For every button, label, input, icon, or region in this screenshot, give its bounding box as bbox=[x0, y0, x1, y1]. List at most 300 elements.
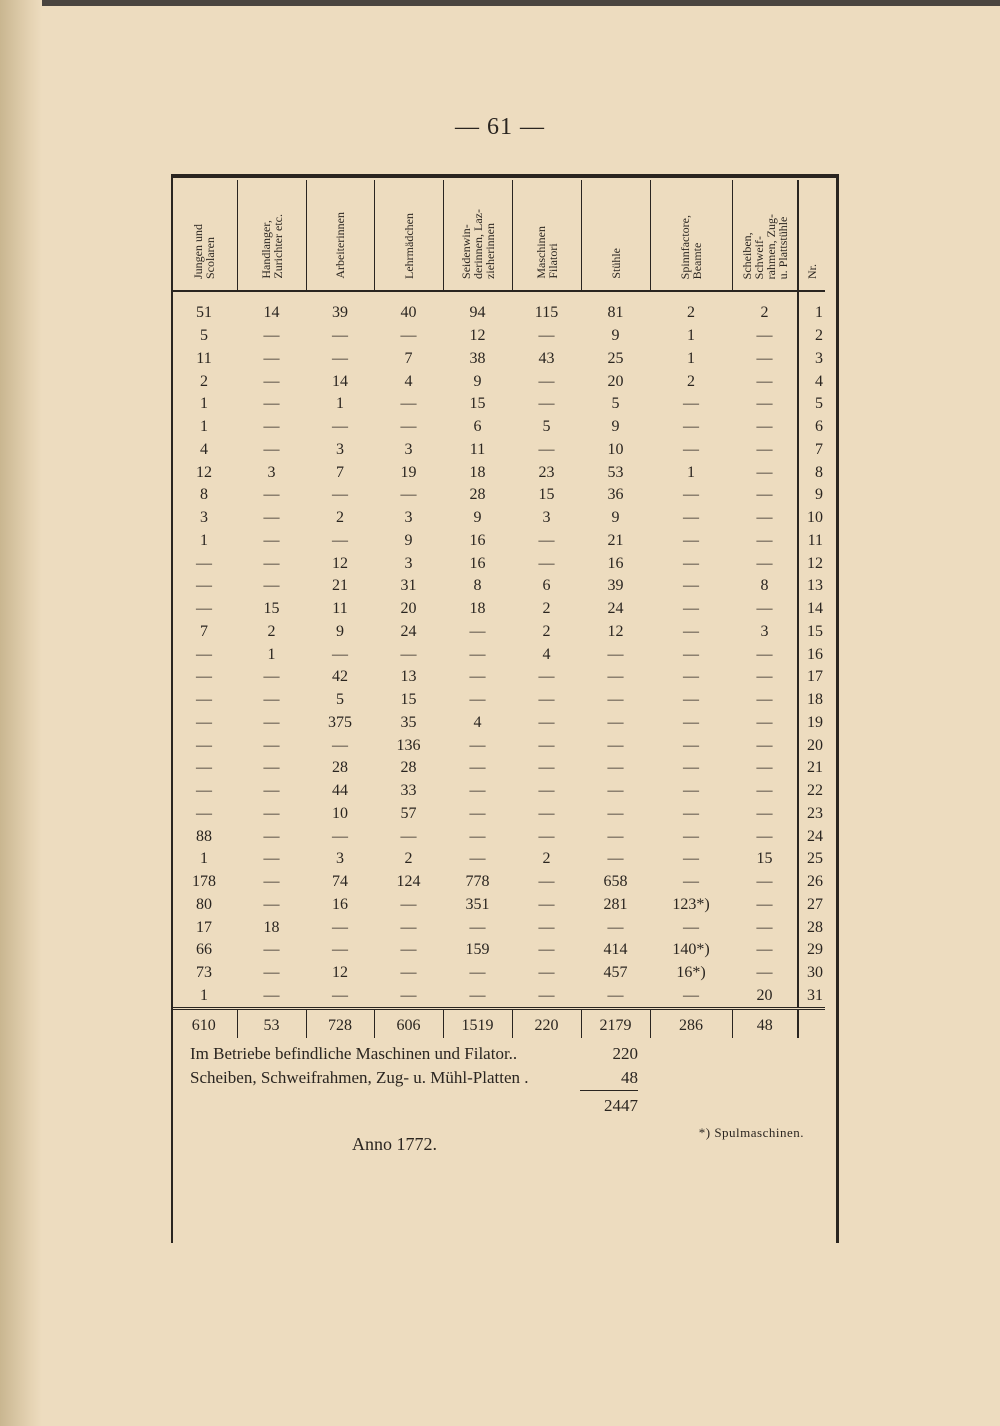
table-cell: — bbox=[469, 782, 486, 800]
table-cell: 10 bbox=[332, 804, 348, 822]
table-cell: 4 bbox=[473, 713, 482, 731]
table-cell: — bbox=[400, 895, 417, 913]
table-cell: 3 bbox=[200, 509, 208, 527]
table-cell: — bbox=[538, 941, 555, 959]
table-cell: — bbox=[332, 736, 348, 754]
column-header-label: Spinnfactore, Beamte bbox=[678, 214, 704, 279]
table-cell: — bbox=[263, 895, 280, 913]
table-cell: 18 bbox=[469, 463, 486, 481]
column-header-label: Arbeiterinnen bbox=[333, 212, 347, 279]
table-cell: 31 bbox=[400, 577, 417, 595]
table-cell: — bbox=[607, 804, 624, 822]
table-cell: — bbox=[607, 986, 624, 1004]
column-header bbox=[237, 180, 306, 291]
row-number-cell: 16 bbox=[798, 643, 825, 666]
table-cell: — bbox=[469, 759, 486, 777]
table-cell: — bbox=[469, 918, 486, 936]
table-row bbox=[171, 439, 825, 462]
table-cell: 25 bbox=[607, 349, 624, 367]
table-cell: 4 bbox=[542, 645, 551, 663]
table-cell: — bbox=[263, 986, 280, 1004]
table-cell: — bbox=[756, 736, 773, 754]
table-cell: 4 bbox=[404, 372, 413, 390]
table-row bbox=[171, 734, 825, 757]
table-cell: — bbox=[683, 827, 699, 845]
table-cell: — bbox=[756, 645, 773, 663]
table-cell: — bbox=[538, 691, 555, 709]
table-row bbox=[171, 780, 825, 803]
table-cell: — bbox=[263, 736, 280, 754]
column-header bbox=[374, 180, 443, 291]
table-cell: — bbox=[196, 691, 212, 709]
table-cell: — bbox=[756, 531, 773, 549]
table-cell: — bbox=[756, 713, 773, 731]
table-cell: — bbox=[683, 713, 699, 731]
table-cell: — bbox=[756, 873, 773, 891]
table-cell: — bbox=[400, 827, 417, 845]
table-cell: — bbox=[683, 531, 699, 549]
table-cell: 140*) bbox=[672, 941, 710, 959]
total-cell: 220 bbox=[512, 1009, 581, 1039]
row-number-cell: 22 bbox=[798, 780, 825, 803]
table-cell: — bbox=[538, 873, 555, 891]
table-cell: — bbox=[756, 600, 773, 618]
table-cell: 8 bbox=[473, 577, 482, 595]
row-number-cell: 29 bbox=[798, 939, 825, 962]
table-cell: — bbox=[756, 327, 773, 345]
row-number-cell: 30 bbox=[798, 962, 825, 985]
table-cell: 351 bbox=[465, 895, 490, 913]
table-cell: 11 bbox=[469, 440, 486, 458]
table-cell: 66 bbox=[196, 941, 212, 959]
table-cell: 2 bbox=[267, 622, 276, 640]
column-header bbox=[512, 180, 581, 291]
table-cell: — bbox=[196, 645, 212, 663]
table-cell: — bbox=[332, 418, 348, 436]
table-cell: 39 bbox=[332, 304, 348, 322]
page-number: — 61 — bbox=[455, 114, 545, 140]
row-number-cell: 9 bbox=[798, 484, 825, 507]
table-cell: 9 bbox=[336, 622, 344, 640]
table-cell: 12 bbox=[469, 327, 486, 345]
column-header-label: Stühle bbox=[608, 248, 623, 279]
row-number-cell: 14 bbox=[798, 598, 825, 621]
table-cell: 115 bbox=[534, 304, 559, 322]
table-cell: — bbox=[756, 759, 773, 777]
table-cell: 2 bbox=[687, 372, 695, 390]
table-cell: 1 bbox=[267, 645, 276, 663]
table-cell: — bbox=[683, 509, 699, 527]
table-cell: — bbox=[538, 804, 555, 822]
table-cell: 3 bbox=[404, 509, 413, 527]
table-cell: — bbox=[538, 986, 555, 1004]
table-row bbox=[171, 712, 825, 735]
table-row bbox=[171, 507, 825, 530]
table-cell: — bbox=[263, 804, 280, 822]
table-cell: — bbox=[196, 668, 212, 686]
table-cell: — bbox=[538, 440, 555, 458]
table-cell: — bbox=[196, 713, 212, 731]
table-cell: 57 bbox=[400, 804, 417, 822]
table-cell: 20 bbox=[607, 372, 624, 390]
table-cell: — bbox=[683, 577, 699, 595]
table-cell: 24 bbox=[400, 622, 417, 640]
table-cell: 1 bbox=[200, 850, 208, 868]
table-cell: — bbox=[538, 895, 555, 913]
table-cell: — bbox=[332, 986, 348, 1004]
row-number-cell: 6 bbox=[798, 416, 825, 439]
table-cell: 16 bbox=[332, 895, 348, 913]
row-number-cell: 5 bbox=[798, 393, 825, 416]
table-row bbox=[171, 461, 825, 484]
table-row bbox=[171, 939, 825, 962]
table-row bbox=[171, 416, 825, 439]
table-cell: 2 bbox=[404, 850, 413, 868]
table-cell: — bbox=[263, 827, 280, 845]
table-cell: — bbox=[263, 964, 280, 982]
table-cell: — bbox=[538, 668, 555, 686]
table-cell: 94 bbox=[469, 304, 486, 322]
table-cell: 23 bbox=[538, 463, 555, 481]
table-cell: — bbox=[469, 964, 486, 982]
table-cell: 1 bbox=[687, 327, 695, 345]
row-number-cell: 2 bbox=[798, 325, 825, 348]
anno-year: Anno 1772. bbox=[352, 1134, 437, 1154]
table-cell: — bbox=[332, 531, 348, 549]
table-cell: 15 bbox=[756, 850, 773, 868]
table-cell: 80 bbox=[196, 895, 212, 913]
table-cell: — bbox=[756, 418, 773, 436]
table-cell: 40 bbox=[400, 304, 417, 322]
total-cell: 48 bbox=[732, 1009, 798, 1039]
table-row bbox=[171, 370, 825, 393]
table-cell: — bbox=[400, 327, 417, 345]
page-top-edge bbox=[0, 0, 1000, 6]
table-cell: 16*) bbox=[676, 964, 706, 982]
table-cell: — bbox=[756, 964, 773, 982]
table-cell: 9 bbox=[404, 531, 413, 549]
table-cell: — bbox=[263, 941, 280, 959]
total-cell: 2179 bbox=[581, 1009, 650, 1039]
table-cell: 11 bbox=[196, 349, 212, 367]
table-cell: — bbox=[332, 349, 348, 367]
table-cell: 9 bbox=[611, 327, 620, 345]
table-cell: — bbox=[538, 327, 555, 345]
column-header bbox=[443, 180, 512, 291]
table-row bbox=[171, 598, 825, 621]
table-cell: 1 bbox=[200, 531, 208, 549]
table-cell: — bbox=[263, 873, 280, 891]
table-cell: — bbox=[538, 554, 555, 572]
table-cell: — bbox=[683, 873, 699, 891]
table-cell: — bbox=[683, 668, 699, 686]
table-cell: 159 bbox=[465, 941, 490, 959]
table-row bbox=[171, 575, 825, 598]
table-cell: 414 bbox=[603, 941, 628, 959]
totals-row bbox=[171, 1009, 825, 1039]
table-cell: — bbox=[607, 918, 624, 936]
table-cell: — bbox=[756, 395, 773, 413]
table-cell: 21 bbox=[607, 531, 624, 549]
table-row bbox=[171, 484, 825, 507]
row-number-cell: 15 bbox=[798, 621, 825, 644]
table-cell: 11 bbox=[332, 600, 348, 618]
table-row bbox=[171, 530, 825, 553]
table-cell: — bbox=[196, 782, 212, 800]
table-cell: 457 bbox=[603, 964, 628, 982]
table-cell: — bbox=[607, 759, 624, 777]
row-number-cell: 25 bbox=[798, 848, 825, 871]
table-cell: 1 bbox=[687, 349, 695, 367]
table-row bbox=[171, 643, 825, 666]
table-cell: 20 bbox=[400, 600, 417, 618]
statistics-table bbox=[171, 180, 825, 1038]
table-cell: — bbox=[400, 986, 417, 1004]
column-header bbox=[306, 180, 374, 291]
row-number-cell: 1 bbox=[798, 291, 825, 325]
table-cell: — bbox=[756, 918, 773, 936]
table-row bbox=[171, 803, 825, 826]
table-cell: 3 bbox=[267, 463, 276, 481]
table-cell: 2 bbox=[542, 850, 551, 868]
table-cell: 9 bbox=[473, 372, 482, 390]
table-row bbox=[171, 985, 825, 1009]
row-number-cell: 10 bbox=[798, 507, 825, 530]
table-cell: 6 bbox=[473, 418, 482, 436]
table-cell: — bbox=[263, 418, 280, 436]
table-cell: — bbox=[469, 986, 486, 1004]
table-cell: 24 bbox=[607, 600, 624, 618]
table-cell: — bbox=[400, 964, 417, 982]
table-row bbox=[171, 348, 825, 371]
table-cell: — bbox=[538, 827, 555, 845]
row-number-cell: 26 bbox=[798, 871, 825, 894]
table-cell: — bbox=[196, 759, 212, 777]
table-cell: — bbox=[683, 804, 699, 822]
table-cell: 2 bbox=[760, 304, 769, 322]
summary-label-discs: Scheiben, Schweifrahmen, Zug- u. Mühl-Platten . bbox=[190, 1068, 529, 1087]
table-cell: — bbox=[607, 736, 624, 754]
table-cell: 5 bbox=[336, 691, 344, 709]
summary-value-discs: 48 bbox=[621, 1068, 638, 1087]
table-cell: — bbox=[400, 645, 417, 663]
table-cell: — bbox=[332, 486, 348, 504]
header-row bbox=[171, 180, 825, 291]
table-cell: 7 bbox=[200, 622, 208, 640]
table-cell: 3 bbox=[336, 440, 344, 458]
total-cell: 606 bbox=[374, 1009, 443, 1039]
table-cell: — bbox=[538, 964, 555, 982]
table-cell: — bbox=[538, 782, 555, 800]
table-cell: — bbox=[607, 827, 624, 845]
table-cell: 28 bbox=[469, 486, 486, 504]
table-cell: 16 bbox=[469, 554, 486, 572]
page-binding-edge bbox=[0, 0, 42, 1426]
table-cell: — bbox=[263, 554, 280, 572]
table-cell: — bbox=[400, 486, 417, 504]
table-cell: — bbox=[683, 395, 699, 413]
table-row bbox=[171, 871, 825, 894]
sum-rule bbox=[580, 1090, 638, 1091]
table-row bbox=[171, 552, 825, 575]
table-cell: — bbox=[756, 895, 773, 913]
table-cell: 28 bbox=[400, 759, 417, 777]
table-cell: — bbox=[469, 804, 486, 822]
table-cell: — bbox=[263, 395, 280, 413]
table-row bbox=[171, 666, 825, 689]
table-cell: 178 bbox=[192, 873, 216, 891]
footnote: *) Spulmaschinen. bbox=[698, 1125, 804, 1140]
table-row bbox=[171, 848, 825, 871]
row-number-cell: 7 bbox=[798, 439, 825, 462]
table-cell: 12 bbox=[607, 622, 624, 640]
total-cell: 286 bbox=[650, 1009, 732, 1039]
table-cell: 2 bbox=[542, 600, 551, 618]
table-cell: 53 bbox=[607, 463, 624, 481]
summary-value-machines: 220 bbox=[612, 1044, 638, 1063]
table-cell: — bbox=[332, 918, 348, 936]
table-cell: — bbox=[263, 850, 280, 868]
table-cell: 51 bbox=[196, 304, 212, 322]
row-number-cell: 12 bbox=[798, 552, 825, 575]
table-cell: — bbox=[538, 918, 555, 936]
table-row bbox=[171, 962, 825, 985]
table-cell: 15 bbox=[263, 600, 280, 618]
table-cell: 44 bbox=[332, 782, 348, 800]
table-cell: 2 bbox=[200, 372, 208, 390]
table-cell: 18 bbox=[469, 600, 486, 618]
table-cell: — bbox=[263, 440, 280, 458]
table-row bbox=[171, 291, 825, 325]
table-cell: 28 bbox=[332, 759, 348, 777]
table-cell: — bbox=[756, 668, 773, 686]
table-cell: 658 bbox=[603, 873, 628, 891]
table-cell: — bbox=[683, 850, 699, 868]
table-cell: — bbox=[263, 531, 280, 549]
table-cell: 81 bbox=[607, 304, 624, 322]
row-number-cell: 17 bbox=[798, 666, 825, 689]
table-cell: 17 bbox=[196, 918, 212, 936]
table-cell: — bbox=[263, 509, 280, 527]
table-cell: 4 bbox=[200, 440, 208, 458]
row-number-cell: 31 bbox=[798, 985, 825, 1009]
row-number-cell: 19 bbox=[798, 712, 825, 735]
table-cell: — bbox=[683, 418, 699, 436]
table-cell: 2 bbox=[687, 304, 695, 322]
table-cell: 15 bbox=[469, 395, 486, 413]
table-cell: — bbox=[332, 827, 348, 845]
row-number-cell: 24 bbox=[798, 825, 825, 848]
table-row bbox=[171, 825, 825, 848]
table-cell: 10 bbox=[607, 440, 624, 458]
column-header-label: Scheiben, Schweif- rahmen, Zug- u. Plattstühle bbox=[739, 213, 790, 279]
table-row bbox=[171, 757, 825, 780]
table-cell: — bbox=[469, 827, 486, 845]
row-number-cell: 8 bbox=[798, 461, 825, 484]
table-cell: 124 bbox=[396, 873, 421, 891]
table-cell: — bbox=[263, 782, 280, 800]
row-number-cell: 20 bbox=[798, 734, 825, 757]
table-cell: — bbox=[538, 395, 555, 413]
table-cell: — bbox=[756, 372, 773, 390]
table-cell: 3 bbox=[542, 509, 551, 527]
table-cell: 15 bbox=[400, 691, 417, 709]
column-header bbox=[171, 180, 237, 291]
table-cell: — bbox=[469, 736, 486, 754]
table-cell: 14 bbox=[263, 304, 280, 322]
table-cell: — bbox=[469, 850, 486, 868]
table-cell: — bbox=[683, 554, 699, 572]
table-cell: 1 bbox=[200, 418, 208, 436]
table-cell: — bbox=[538, 736, 555, 754]
table-cell: 16 bbox=[469, 531, 486, 549]
row-number-cell: 28 bbox=[798, 916, 825, 939]
column-header-label: Lehrmädchen bbox=[401, 213, 416, 279]
table-cell: — bbox=[263, 327, 280, 345]
table-cell: — bbox=[756, 804, 773, 822]
table-cell: — bbox=[683, 736, 699, 754]
table-cell: 20 bbox=[756, 986, 773, 1004]
table-row bbox=[171, 393, 825, 416]
table-cell: — bbox=[756, 509, 773, 527]
row-number-cell: 11 bbox=[798, 530, 825, 553]
table-cell: — bbox=[400, 418, 417, 436]
table-cell: 33 bbox=[400, 782, 417, 800]
row-number-cell: 27 bbox=[798, 894, 825, 917]
table-row bbox=[171, 621, 825, 644]
table-cell: 1 bbox=[687, 463, 695, 481]
table-cell: 3 bbox=[760, 622, 769, 640]
row-number-cell: 3 bbox=[798, 348, 825, 371]
table-cell: — bbox=[607, 691, 624, 709]
table-cell: 14 bbox=[332, 372, 348, 390]
table-cell: — bbox=[538, 531, 555, 549]
table-cell: — bbox=[263, 349, 280, 367]
table-cell: — bbox=[756, 463, 773, 481]
column-header-label: Maschinen Filatori bbox=[533, 226, 560, 279]
table-cell: 15 bbox=[538, 486, 555, 504]
row-number-cell: 13 bbox=[798, 575, 825, 598]
table-cell: — bbox=[263, 713, 280, 731]
table-cell: — bbox=[756, 440, 773, 458]
table-cell: — bbox=[263, 577, 280, 595]
table-cell: 19 bbox=[400, 463, 417, 481]
table-cell: 3 bbox=[404, 440, 413, 458]
table-cell: 778 bbox=[465, 873, 490, 891]
table-cell: 36 bbox=[607, 486, 624, 504]
total-cell-empty bbox=[798, 1009, 825, 1039]
table-cell: 5 bbox=[542, 418, 551, 436]
table-cell: 2 bbox=[336, 509, 344, 527]
summary-label-machines: Im Betriebe befindliche Maschinen und Filator.. bbox=[190, 1044, 518, 1063]
table-cell: — bbox=[683, 645, 699, 663]
table-cell: — bbox=[196, 600, 212, 618]
table-cell: — bbox=[756, 554, 773, 572]
table-cell: — bbox=[332, 327, 348, 345]
table-row bbox=[171, 894, 825, 917]
table-cell: — bbox=[756, 782, 773, 800]
table-cell: 1 bbox=[200, 986, 208, 1004]
table-cell: — bbox=[607, 645, 624, 663]
table-body bbox=[171, 291, 825, 1038]
table-cell: — bbox=[756, 349, 773, 367]
table-cell: — bbox=[607, 713, 624, 731]
table-cell: — bbox=[756, 941, 773, 959]
table-cell: 12 bbox=[196, 463, 212, 481]
table-cell: 3 bbox=[336, 850, 344, 868]
table-cell: — bbox=[756, 486, 773, 504]
table-cell: — bbox=[756, 691, 773, 709]
